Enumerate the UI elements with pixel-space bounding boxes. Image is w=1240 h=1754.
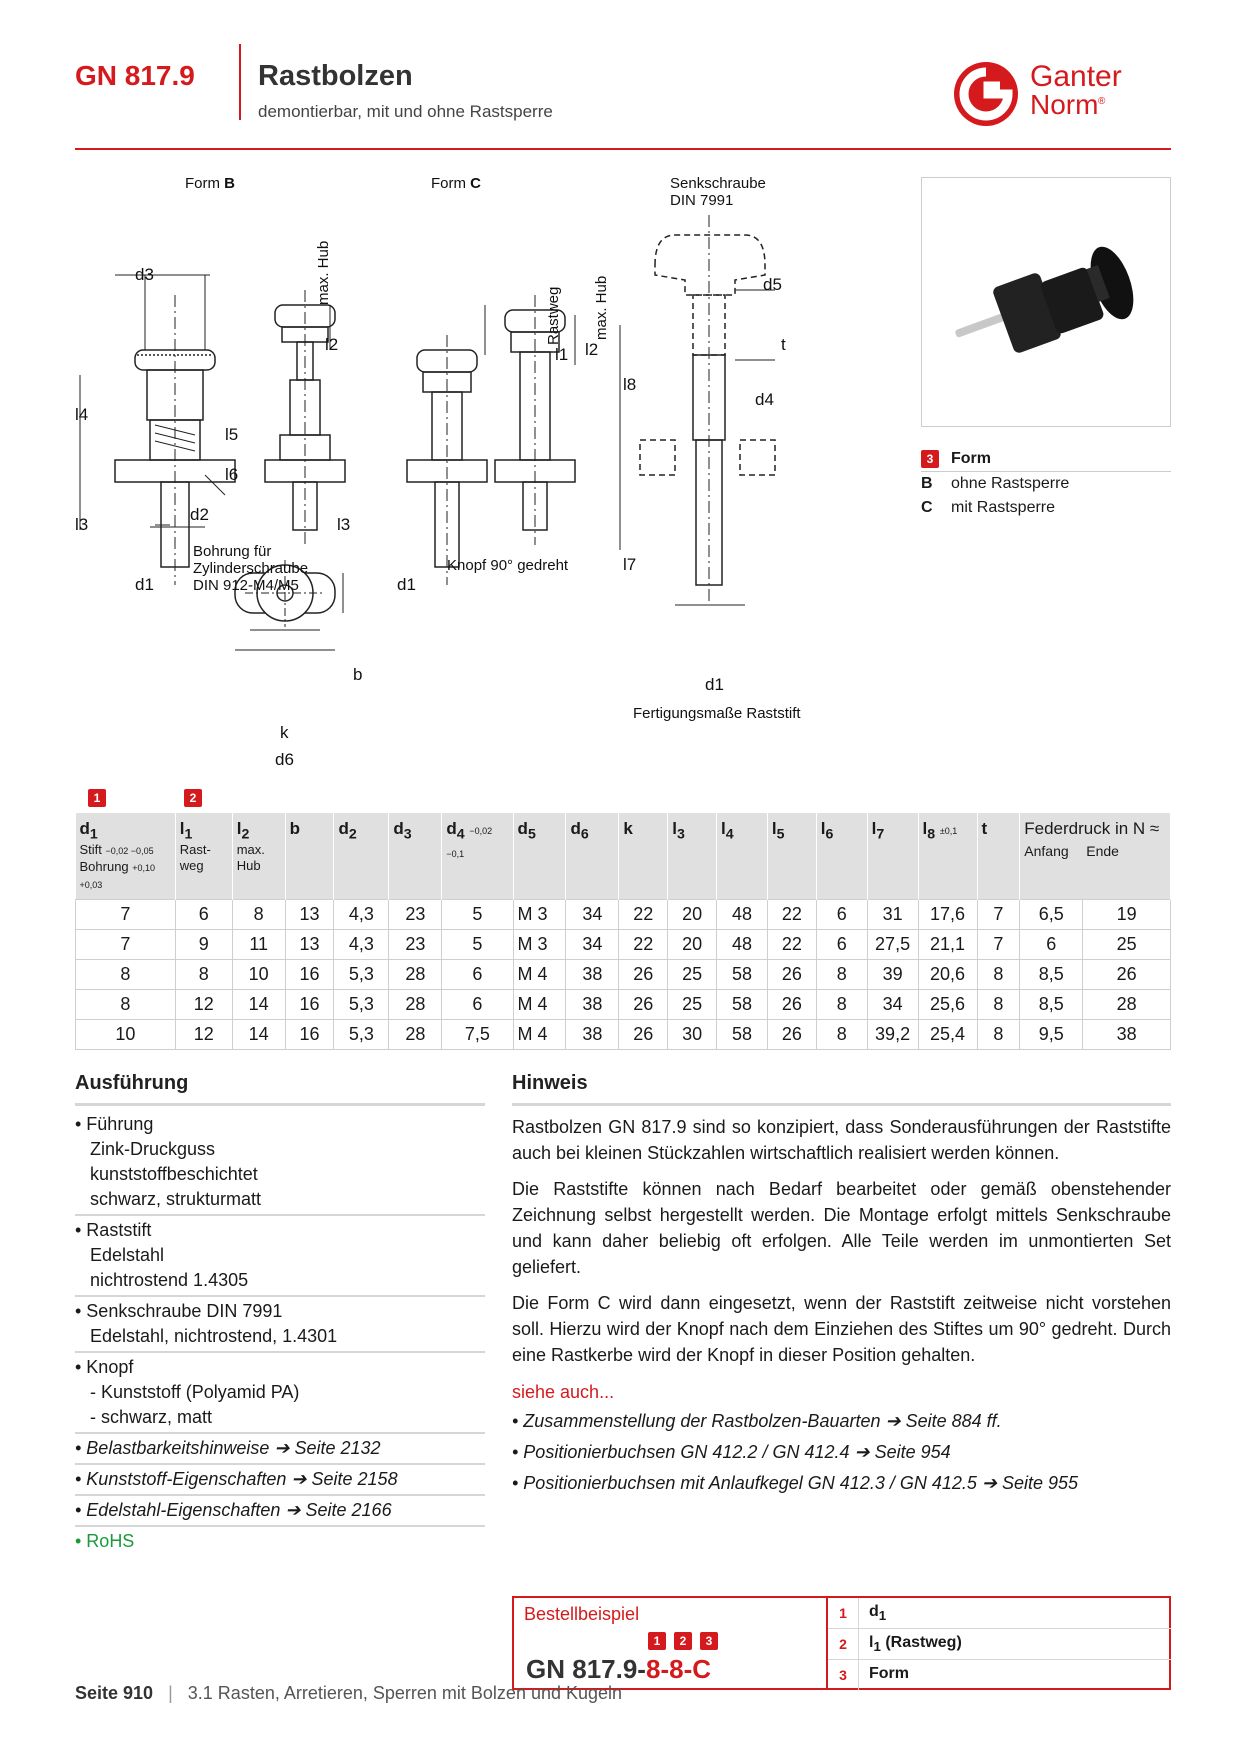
table-cell: 28 xyxy=(389,960,442,990)
col-b: b xyxy=(285,813,334,900)
ausfuehrung-list xyxy=(75,1110,485,1556)
col-l5: $l_5$ xyxy=(767,813,816,900)
ganter-norm-logo xyxy=(948,56,1173,132)
form-c-label: Form C xyxy=(431,175,482,192)
table-cell: 12 xyxy=(175,1020,232,1050)
table-row xyxy=(76,960,1171,990)
table-cell: 20 xyxy=(668,900,717,930)
data-table xyxy=(75,813,1171,1050)
ausfuehrung-title: Ausführung xyxy=(75,1072,189,1094)
table-cell: 7 xyxy=(76,900,176,930)
table-cell: 16 xyxy=(285,1020,334,1050)
table-cell: 26 xyxy=(619,990,668,1020)
table-cell: 38 xyxy=(566,1020,619,1050)
table-cell: 23 xyxy=(389,900,442,930)
dim-l2-c: l2 xyxy=(585,340,599,359)
col-l8: $l_8 \pm 0,1$ xyxy=(918,813,977,900)
table-cell: 8 xyxy=(816,960,867,990)
dim-d6: d6 xyxy=(275,750,294,769)
table-cell: 26 xyxy=(767,1020,816,1050)
col-l1: $l_1$ Rast- weg xyxy=(175,813,232,900)
max-hub-label-b: max. Hub xyxy=(315,240,332,305)
col-l4: $l_4$ xyxy=(717,813,768,900)
table-cell: 8,5 xyxy=(1020,990,1083,1020)
list-item: • Führung Zink-Druckguss kunststoffbeschichtet schwarz, strukturmatt xyxy=(75,1110,485,1216)
table-cell: 9,5 xyxy=(1020,1020,1083,1050)
product-code: GN 817.9 xyxy=(75,60,195,91)
see-also-link[interactable]: • Positionierbuchsen mit Anlaufkegel GN 412.3 / GN 412.5 ➔ Seite 955 xyxy=(512,1473,1079,1493)
ref-link-kunststoff[interactable]: • Kunststoff-Eigenschaften ➔ Seite 2158 xyxy=(75,1465,485,1496)
table-cell: 6 xyxy=(175,900,232,930)
badge-2: 2 xyxy=(184,789,202,807)
table-cell: 5 xyxy=(442,930,513,960)
table-cell: 25,6 xyxy=(918,990,977,1020)
table-cell: M 3 xyxy=(513,900,566,930)
page-title: Rastbolzen xyxy=(258,60,413,92)
hinweis-rule xyxy=(512,1103,1171,1106)
see-also-link[interactable]: • Zusammenstellung der Rastbolzen-Bauarten ➔ Seite 884 ff. xyxy=(512,1411,1002,1431)
dim-d5: d5 xyxy=(763,275,782,294)
col-l7: $l_7$ xyxy=(867,813,918,900)
table-cell: 5,3 xyxy=(334,990,389,1020)
table-cell: 39 xyxy=(867,960,918,990)
chapter-title: 3.1 Rasten, Arretieren, Sperren mit Bolzen und Kugeln xyxy=(187,1683,623,1703)
table-cell: 8,5 xyxy=(1020,960,1083,990)
table-cell: 19 xyxy=(1083,900,1171,930)
col-d1: $d_1$ Stift −0,02 −0,05 Bohrung +0,10 +0,03 xyxy=(76,813,176,900)
table-cell: 58 xyxy=(717,960,768,990)
table-cell: 26 xyxy=(767,960,816,990)
table-cell: 5,3 xyxy=(334,960,389,990)
dim-d1-pin: d1 xyxy=(705,675,724,694)
list-item: • Raststift Edelstahl nichtrostend 1.4305 xyxy=(75,1216,485,1297)
table-cell: 14 xyxy=(232,990,285,1020)
dim-l8: l8 xyxy=(623,375,637,394)
table-cell: 8 xyxy=(977,990,1020,1020)
see-also-link[interactable]: • Positionierbuchsen GN 412.2 / GN 412.4 ➔ Seite 954 xyxy=(512,1442,951,1462)
table-cell: 10 xyxy=(232,960,285,990)
table-cell: 39,2 xyxy=(867,1020,918,1050)
dim-l4: l4 xyxy=(75,405,89,424)
form-legend-row: C mit Rastsperre xyxy=(921,499,1056,516)
dim-d3: d3 xyxy=(135,265,154,284)
ref-link-belastbarkeit[interactable]: • Belastbarkeitshinweise ➔ Seite 2132 xyxy=(75,1434,485,1465)
table-cell: 11 xyxy=(232,930,285,960)
table-cell: 14 xyxy=(232,1020,285,1050)
page-number: Seite 910 xyxy=(75,1683,154,1703)
table-cell: 26 xyxy=(1083,960,1171,990)
table-cell: 34 xyxy=(867,990,918,1020)
table-cell: M 3 xyxy=(513,930,566,960)
rastweg-label: Rastweg xyxy=(545,286,562,345)
dim-d4: d4 xyxy=(755,390,774,409)
header-rule xyxy=(75,148,1171,150)
table-cell: 10 xyxy=(76,1020,176,1050)
table-cell: 25 xyxy=(668,990,717,1020)
table-cell: 9 xyxy=(175,930,232,960)
table-cell: 6 xyxy=(1020,930,1083,960)
form-legend-header xyxy=(921,447,1171,472)
dim-l5: l5 xyxy=(225,425,239,444)
table-row xyxy=(76,990,1171,1020)
technical-drawing xyxy=(75,175,915,775)
table-cell: 6 xyxy=(442,990,513,1020)
fertigung-label: Fertigungsmaße Raststift xyxy=(633,705,801,722)
col-federdruck: Federdruck in N ≈ Anfang Ende xyxy=(1020,813,1171,900)
header-divider xyxy=(239,44,241,120)
table-cell: 26 xyxy=(619,1020,668,1050)
table-cell: 22 xyxy=(767,930,816,960)
table-cell: 38 xyxy=(566,990,619,1020)
form-legend-row: B ohne Rastsperre xyxy=(921,475,1070,492)
table-cell: 7,5 xyxy=(442,1020,513,1050)
dim-t: t xyxy=(781,335,786,354)
see-also-label: siehe auch... xyxy=(512,1382,615,1402)
senkschraube-label: Senkschraube DIN 7991 xyxy=(670,175,766,209)
table-cell: 8 xyxy=(977,960,1020,990)
order-badge-2: 2 xyxy=(674,1632,692,1650)
table-cell: 25 xyxy=(668,960,717,990)
table-cell: 22 xyxy=(767,900,816,930)
dim-l3: l3 xyxy=(75,515,89,534)
dim-l1: l1 xyxy=(555,345,569,364)
table-row xyxy=(76,1020,1171,1050)
dim-k: k xyxy=(280,723,289,742)
logo-text-2: Norm xyxy=(1030,89,1099,120)
table-cell: 7 xyxy=(977,900,1020,930)
table-cell: M 4 xyxy=(513,1020,566,1050)
table-cell: 13 xyxy=(285,900,334,930)
table-cell: 26 xyxy=(767,990,816,1020)
logo-text-1: Ganter xyxy=(1030,60,1122,93)
table-badges xyxy=(75,787,1171,813)
dim-d1-b: d1 xyxy=(135,575,154,594)
col-d6: $d_6$ xyxy=(566,813,619,900)
order-legend-row: 1 $d_1$ xyxy=(828,1598,1171,1629)
table-cell: 34 xyxy=(566,900,619,930)
table-cell: 8 xyxy=(816,990,867,1020)
table-cell: 5 xyxy=(442,900,513,930)
bohrung-label: Bohrung für Zylinderschraube DIN 912-M4/M5 xyxy=(193,543,309,594)
table-cell: 12 xyxy=(175,990,232,1020)
dim-d1-c: d1 xyxy=(397,575,416,594)
table-cell: 20,6 xyxy=(918,960,977,990)
col-l2: $l_2$ max. Hub xyxy=(232,813,285,900)
table-cell: 23 xyxy=(389,930,442,960)
col-k: k xyxy=(619,813,668,900)
table-cell: 8 xyxy=(76,990,176,1020)
rohs-label: • RoHS xyxy=(75,1531,135,1551)
table-cell: 7 xyxy=(977,930,1020,960)
knopf-note: Knopf 90° gedreht xyxy=(447,557,569,574)
table-cell: 21,1 xyxy=(918,930,977,960)
order-badge-1: 1 xyxy=(648,1632,666,1650)
page-footer xyxy=(75,1683,622,1704)
table-cell: 25 xyxy=(1083,930,1171,960)
table-cell: 28 xyxy=(1083,990,1171,1020)
table-cell: 16 xyxy=(285,990,334,1020)
table-cell: 13 xyxy=(285,930,334,960)
table-cell: 25,4 xyxy=(918,1020,977,1050)
footer-divider: | xyxy=(168,1683,173,1703)
table-cell: 38 xyxy=(566,960,619,990)
table-cell: 58 xyxy=(717,990,768,1020)
table-cell: 8 xyxy=(76,960,176,990)
badge-3: 3 xyxy=(921,450,939,468)
table-cell: 28 xyxy=(389,990,442,1020)
table-cell: 6 xyxy=(442,960,513,990)
hinweis-body xyxy=(512,1114,1171,1499)
table-cell: M 4 xyxy=(513,960,566,990)
table-header-row xyxy=(76,813,1171,900)
dim-l7: l7 xyxy=(623,555,637,574)
table-cell: 38 xyxy=(1083,1020,1171,1050)
hinweis-paragraph: Rastbolzen GN 817.9 sind so konzipiert, dass Sonderausführungen der Raststifte auch bei kleinen Stückzahlen wirtschaftlich realisiert werden können. xyxy=(512,1117,1171,1163)
table-cell: 7 xyxy=(76,930,176,960)
table-cell: 4,3 xyxy=(334,900,389,930)
table-cell: 58 xyxy=(717,1020,768,1050)
order-legend-row: 2 $l_1$ (Rastweg) xyxy=(828,1629,1171,1660)
order-badge-3: 3 xyxy=(700,1632,718,1650)
table-row xyxy=(76,900,1171,930)
form-b-label: Form B xyxy=(185,175,236,192)
col-d4: $d_4 -0,02 -0,1$ xyxy=(442,813,513,900)
form-legend-title: Form xyxy=(951,450,991,467)
table-cell: 20 xyxy=(668,930,717,960)
table-cell: 31 xyxy=(867,900,918,930)
table-cell: M 4 xyxy=(513,990,566,1020)
table-cell: 17,6 xyxy=(918,900,977,930)
table-cell: 26 xyxy=(619,960,668,990)
order-example-label: Bestellbeispiel xyxy=(524,1604,640,1624)
table-cell: 6 xyxy=(816,930,867,960)
table-cell: 22 xyxy=(619,900,668,930)
logo-registered: ® xyxy=(1098,96,1106,107)
ausfuehrung-rule xyxy=(75,1103,485,1106)
table-cell: 5,3 xyxy=(334,1020,389,1050)
dim-l6: l6 xyxy=(225,465,239,484)
col-l3: $l_3$ xyxy=(668,813,717,900)
table-cell: 6 xyxy=(816,900,867,930)
table-cell: 34 xyxy=(566,930,619,960)
table-row xyxy=(76,930,1171,960)
list-item: • Senkschraube DIN 7991 Edelstahl, nichtrostend, 1.4301 xyxy=(75,1297,485,1353)
col-t: t xyxy=(977,813,1020,900)
table-cell: 8 xyxy=(977,1020,1020,1050)
table-cell: 8 xyxy=(232,900,285,930)
col-d2: $d_2$ xyxy=(334,813,389,900)
dim-b: b xyxy=(353,665,363,684)
col-l6: $l_6$ xyxy=(816,813,867,900)
order-legend-row: 3 Form xyxy=(828,1660,1171,1690)
table-cell: 48 xyxy=(717,900,768,930)
page-subtitle: demontierbar, mit und ohne Rastsperre xyxy=(258,102,553,121)
order-example-legend xyxy=(826,1598,1171,1688)
badge-1: 1 xyxy=(88,789,106,807)
table-cell: 27,5 xyxy=(867,930,918,960)
dim-l3-c: l3 xyxy=(337,515,351,534)
table-cell: 22 xyxy=(619,930,668,960)
form-legend xyxy=(921,447,1171,520)
order-example-box xyxy=(512,1596,1171,1690)
table-cell: 6,5 xyxy=(1020,900,1083,930)
table-cell: 8 xyxy=(816,1020,867,1050)
table-body xyxy=(76,900,1171,1050)
order-code: GN 817.9-8-8-C xyxy=(526,1654,712,1684)
dimension-table xyxy=(75,787,1171,1050)
list-item: • Knopf - Kunststoff (Polyamid PA) - schwarz, matt xyxy=(75,1353,485,1434)
dim-l2-b: l2 xyxy=(325,335,339,354)
col-d5: $d_5$ xyxy=(513,813,566,900)
hinweis-title: Hinweis xyxy=(512,1072,588,1094)
max-hub-label-c: max. Hub xyxy=(593,275,610,340)
table-cell: 30 xyxy=(668,1020,717,1050)
table-cell: 16 xyxy=(285,960,334,990)
col-d3: $d_3$ xyxy=(389,813,442,900)
table-cell: 28 xyxy=(389,1020,442,1050)
table-cell: 4,3 xyxy=(334,930,389,960)
ref-link-edelstahl[interactable]: • Edelstahl-Eigenschaften ➔ Seite 2166 xyxy=(75,1496,485,1527)
order-example-left xyxy=(514,1598,826,1688)
product-photo xyxy=(921,177,1171,427)
table-cell: 8 xyxy=(175,960,232,990)
table-cell: 48 xyxy=(717,930,768,960)
hinweis-paragraph: Die Form C wird dann eingesetzt, wenn der Raststift zeitweise nicht vorstehen soll. Hierzu wird der Knopf nach dem Einziehen des Stiftes um 90° gedreht. Durch eine Rastkerbe wird der Knopf in dieser Position gehalten. xyxy=(512,1293,1171,1365)
dim-d2: d2 xyxy=(190,505,209,524)
hinweis-paragraph: Die Raststifte können nach Bedarf bearbeitet oder gemäß obenstehender Zeichnung selbst hergestellt werden. Die Montage erfolgt mittels Senkschraube und kann daher beliebig oft erfolgen. Alle Teile werden im unmontierten Set geliefert. xyxy=(512,1179,1171,1277)
